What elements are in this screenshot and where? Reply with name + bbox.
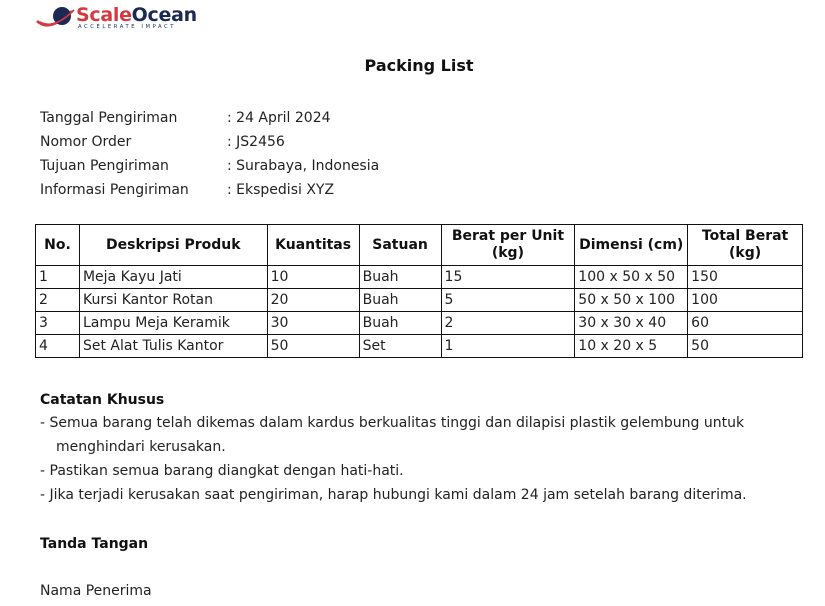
note-item bbox=[40, 483, 820, 507]
table-header-row bbox=[36, 225, 803, 266]
cell-total-weight: 100 bbox=[688, 289, 803, 312]
info-label: Nomor Order bbox=[40, 134, 132, 150]
page-title: Packing List bbox=[364, 56, 474, 75]
cell-description: Meja Kayu Jati bbox=[79, 266, 267, 289]
col-header-description: Deskripsi Produk bbox=[79, 225, 267, 266]
cell-unit-weight: 2 bbox=[441, 312, 575, 335]
logo-tagline: ACCELERATE IMPACT bbox=[78, 24, 177, 30]
cell-unit-weight: 5 bbox=[441, 289, 575, 312]
note-item bbox=[40, 411, 820, 459]
info-row-destination bbox=[40, 155, 379, 179]
notes-heading: Catatan Khusus bbox=[40, 392, 165, 408]
col-header-unit-weight: Berat per Unit (kg) bbox=[441, 225, 575, 266]
cell-total-weight: 60 bbox=[688, 312, 803, 335]
note-text: - Jika terjadi kerusakan saat pengiriman, harap hubungi kami dalam 24 jam setelah barang diterima. bbox=[40, 487, 747, 503]
cell-total-weight: 150 bbox=[688, 266, 803, 289]
company-logo bbox=[36, 3, 206, 33]
cell-dimensions: 30 x 30 x 40 bbox=[575, 312, 688, 335]
cell-unit: Set bbox=[359, 335, 441, 358]
table-row bbox=[36, 312, 803, 335]
cell-unit: Buah bbox=[359, 312, 441, 335]
info-label: Tujuan Pengiriman bbox=[40, 158, 169, 174]
cell-unit: Buah bbox=[359, 289, 441, 312]
packing-table bbox=[35, 224, 803, 358]
cell-description: Lampu Meja Keramik bbox=[79, 312, 267, 335]
info-value: : Surabaya, Indonesia bbox=[227, 158, 380, 174]
signature-heading: Tanda Tangan bbox=[40, 536, 149, 552]
cell-quantity: 50 bbox=[267, 335, 359, 358]
cell-no: 4 bbox=[36, 335, 80, 358]
col-header-quantity: Kuantitas bbox=[267, 225, 359, 266]
cell-description: Set Alat Tulis Kantor bbox=[79, 335, 267, 358]
shipment-info bbox=[40, 107, 379, 203]
cell-dimensions: 10 x 20 x 5 bbox=[575, 335, 688, 358]
note-item bbox=[40, 459, 820, 483]
logo-wordmark bbox=[76, 4, 197, 26]
cell-no: 3 bbox=[36, 312, 80, 335]
cell-dimensions: 50 x 50 x 100 bbox=[575, 289, 688, 312]
table-row bbox=[36, 335, 803, 358]
logo-wordmark-scale: Scale bbox=[76, 4, 132, 26]
cell-unit-weight: 1 bbox=[441, 335, 575, 358]
info-value: : 24 April 2024 bbox=[227, 110, 331, 126]
cell-dimensions: 100 x 50 x 50 bbox=[575, 266, 688, 289]
cell-description: Kursi Kantor Rotan bbox=[79, 289, 267, 312]
cell-quantity: 30 bbox=[267, 312, 359, 335]
cell-unit-weight: 15 bbox=[441, 266, 575, 289]
note-text: - Semua barang telah dikemas dalam kardus berkualitas tinggi dan dilapisi plastik gelembung untuk bbox=[40, 415, 745, 431]
logo-wordmark-ocean: Ocean bbox=[131, 4, 197, 26]
info-row-date bbox=[40, 107, 379, 131]
col-header-total-weight: Total Berat (kg) bbox=[688, 225, 803, 266]
col-header-unit: Satuan bbox=[359, 225, 441, 266]
col-header-dimensions: Dimensi (cm) bbox=[575, 225, 688, 266]
cell-quantity: 10 bbox=[267, 266, 359, 289]
note-text-continuation: menghindari kerusakan. bbox=[56, 439, 226, 455]
note-text: - Pastikan semua barang diangkat dengan hati-hati. bbox=[40, 463, 404, 479]
col-header-no: No. bbox=[36, 225, 80, 266]
globe-orbit-icon bbox=[36, 5, 76, 31]
info-label: Informasi Pengiriman bbox=[40, 182, 189, 198]
info-label: Tanggal Pengiriman bbox=[40, 110, 178, 126]
cell-no: 1 bbox=[36, 266, 80, 289]
cell-quantity: 20 bbox=[267, 289, 359, 312]
info-row-shipping bbox=[40, 179, 379, 203]
recipient-name-label: Nama Penerima bbox=[40, 583, 152, 599]
table-row bbox=[36, 289, 803, 312]
info-row-order bbox=[40, 131, 379, 155]
info-value: : Ekspedisi XYZ bbox=[227, 182, 335, 198]
info-value: : JS2456 bbox=[227, 134, 285, 150]
cell-unit: Buah bbox=[359, 266, 441, 289]
cell-total-weight: 50 bbox=[688, 335, 803, 358]
cell-no: 2 bbox=[36, 289, 80, 312]
table-row bbox=[36, 266, 803, 289]
special-notes bbox=[40, 389, 820, 507]
